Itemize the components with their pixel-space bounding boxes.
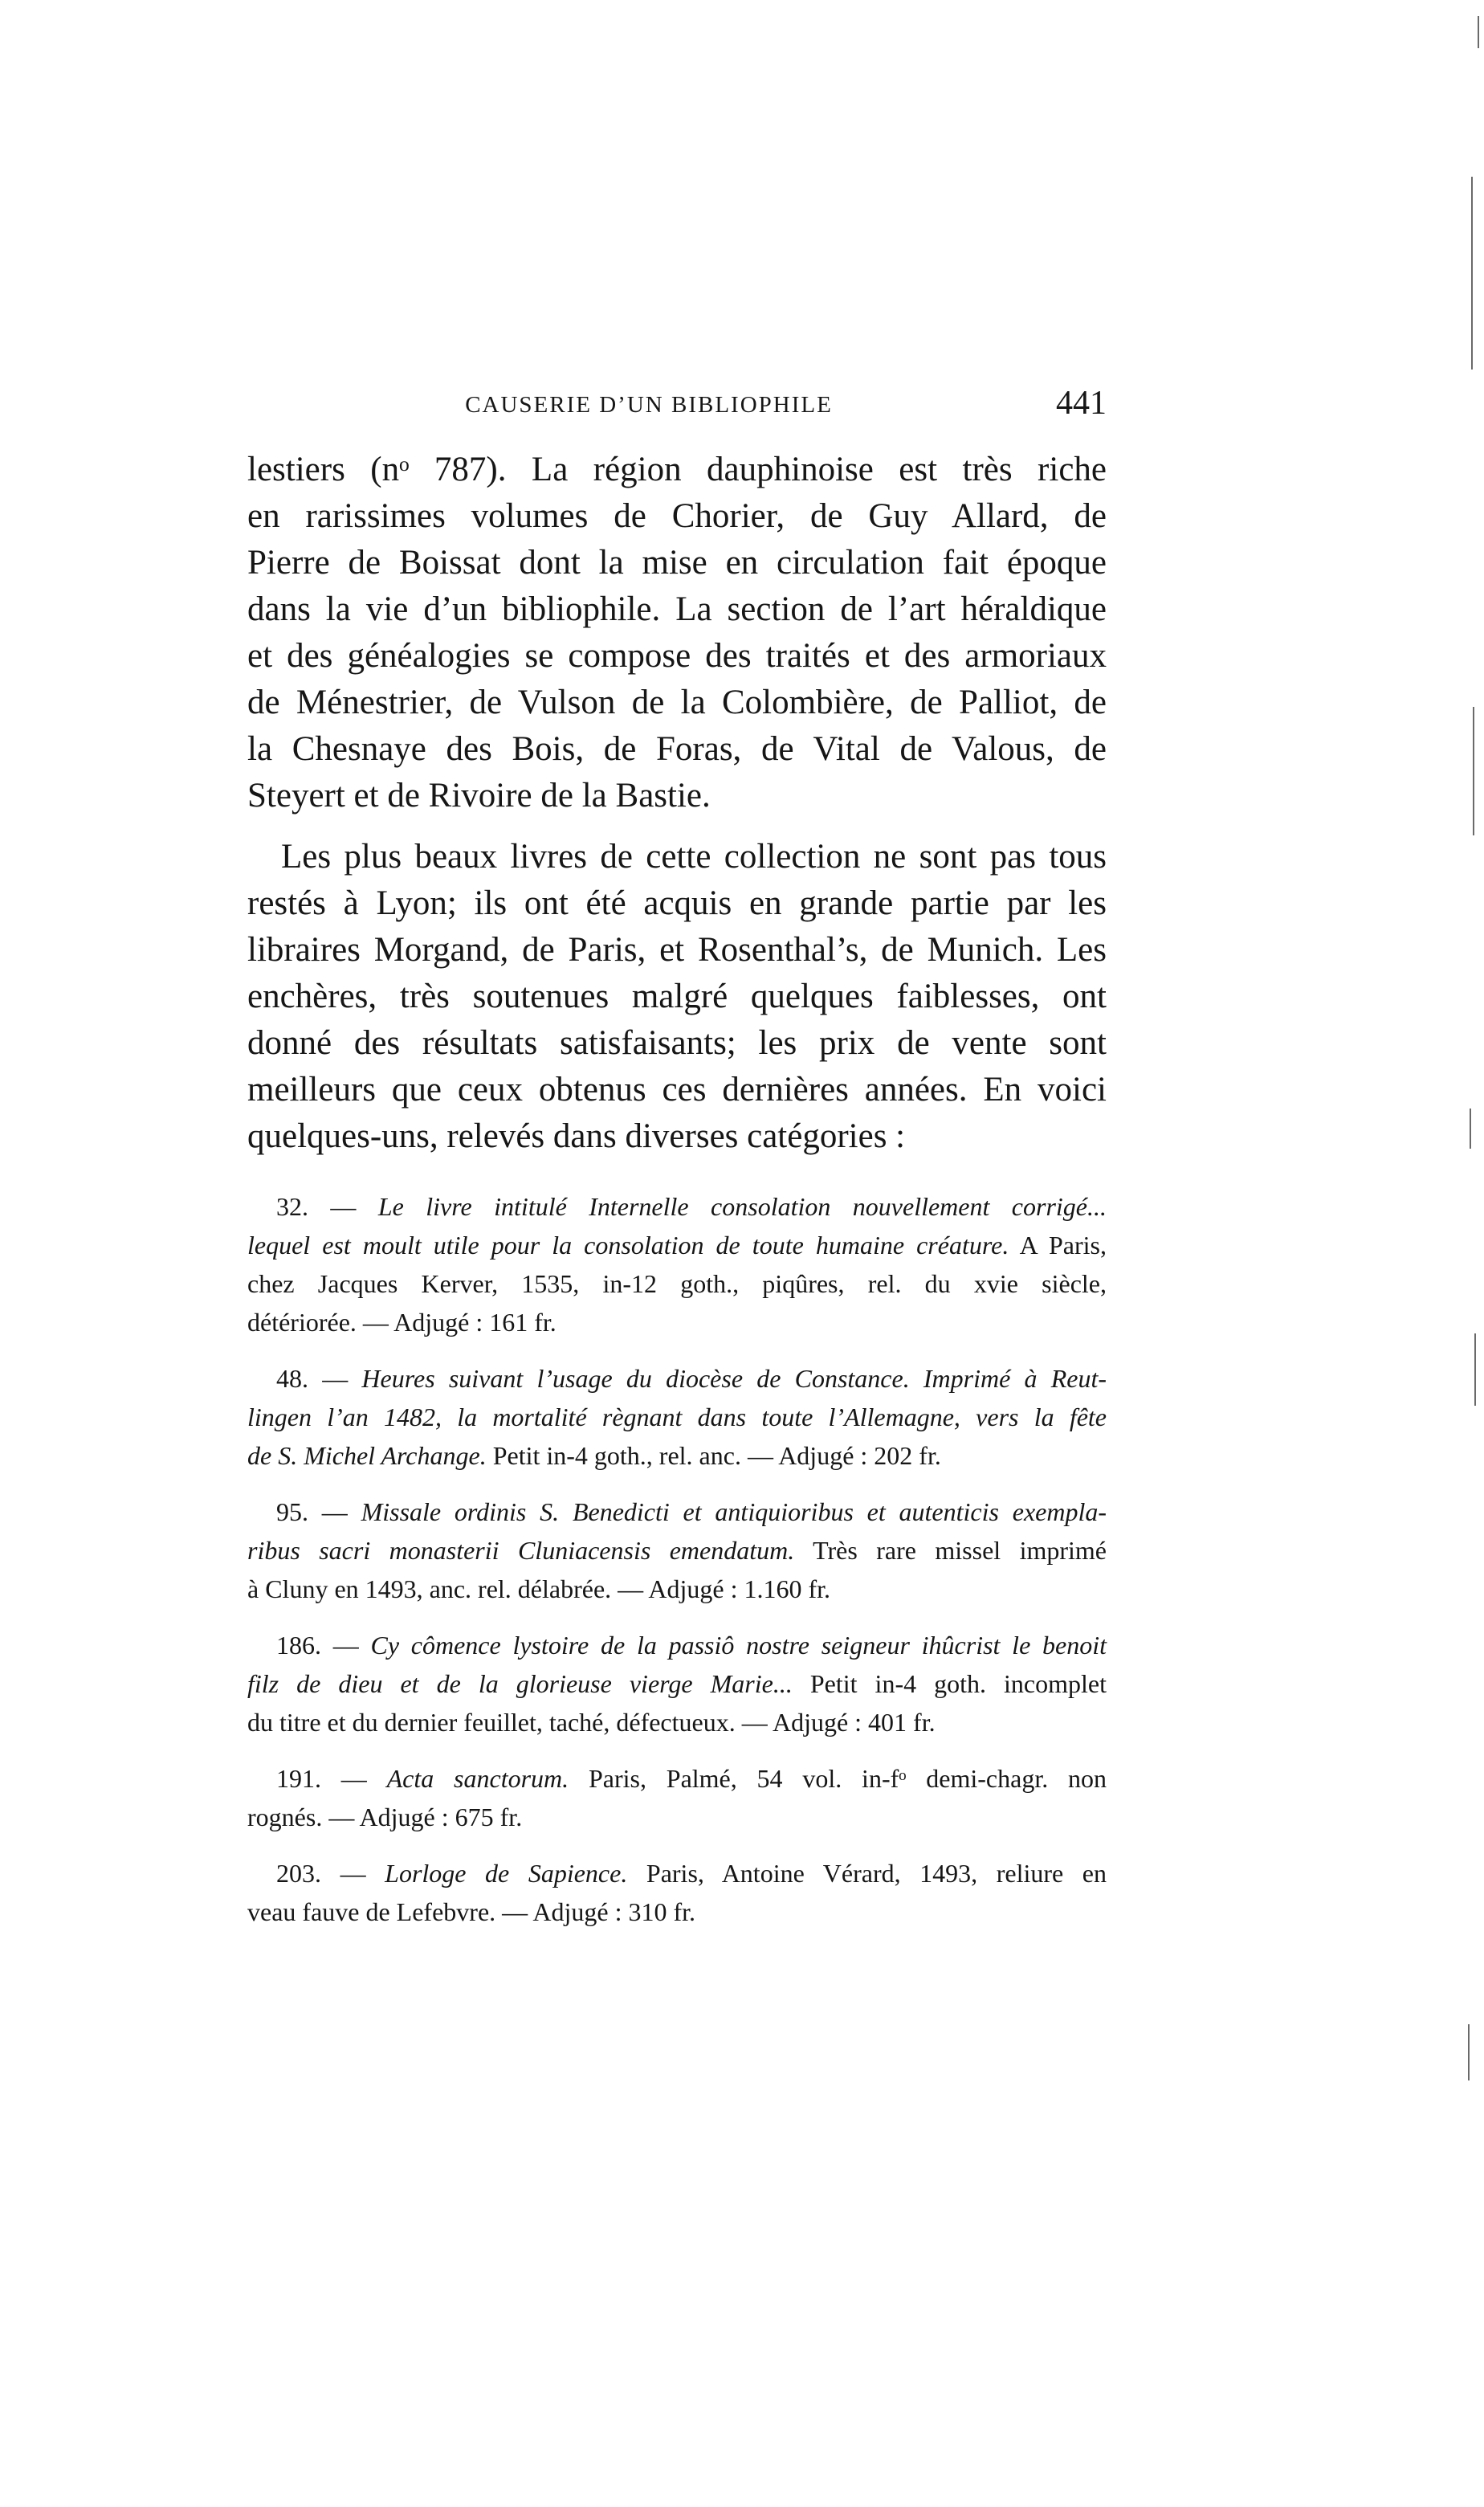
auction-entries — [247, 1187, 1107, 1949]
body-line: quelques-uns, relevés dans diverses catégories : — [247, 1117, 906, 1155]
auction-entry — [247, 1359, 1107, 1475]
body-line: Steyert et de Rivoire de la Bastie. — [247, 777, 711, 815]
body-line: et des généalogies se compose des traités et des armoriaux — [247, 637, 1107, 675]
entry-title: lequel est moult utile pour la consolation de toute humaine créature. — [247, 1231, 1009, 1260]
entry-title: filz de dieu et de la glorieuse vierge Marie... — [247, 1669, 793, 1698]
body-line: lestiers (nᵒ 787). La région dauphinoise est très riche — [247, 451, 1107, 488]
entry-text: Paris, Antoine Vérard, 1493, reliure en — [627, 1859, 1107, 1888]
entry-text: chez Jacques Kerver, 1535, in-12 goth., piqûres, rel. du xvie siècle, — [247, 1269, 1107, 1298]
entry-price: rognés. — Adjugé : 675 fr. — [247, 1803, 523, 1831]
entry-text: A Paris, — [1009, 1231, 1107, 1260]
auction-entry — [247, 1492, 1107, 1608]
auction-entry — [247, 1626, 1107, 1741]
page-number: 441 — [1056, 385, 1107, 422]
entry-title: Lorloge de Sapience. — [385, 1859, 628, 1888]
entry-number: 48. — — [276, 1364, 362, 1393]
scan-edge-artifacts — [1436, 0, 1484, 2507]
running-head — [247, 385, 1107, 429]
body-line: la Chesnaye des Bois, de Foras, de Vital de Valous, de — [247, 730, 1107, 768]
running-title: CAUSERIE D’UN BIBLIOPHILE — [465, 392, 833, 418]
auction-entry — [247, 1759, 1107, 1836]
entry-title: Heures suivant l’usage du diocèse de Constance. Imprimé à Reut- — [361, 1364, 1107, 1393]
entry-number: 191. — — [276, 1764, 387, 1793]
entry-number: 186. — — [276, 1631, 371, 1660]
body-line: enchères, très soutenues malgré quelques faiblesses, ont — [247, 978, 1107, 1015]
body-line: donné des résultats satisfaisants; les prix de vente sont — [247, 1024, 1107, 1062]
entry-price: du titre et du dernier feuillet, taché, défectueux. — Adjugé : 401 fr. — [247, 1708, 936, 1737]
body-line: dans la vie d’un bibliophile. La section de l’art héraldique — [247, 590, 1107, 628]
body-line: de Ménestrier, de Vulson de la Colombière, de Palliot, de — [247, 684, 1107, 721]
entry-text: Paris, Palmé, 54 vol. in-fᵒ demi-chagr. non — [569, 1764, 1107, 1793]
entry-title: lingen l’an 1482, la mortalité règnant dans toute l’Allemagne, vers la fête — [247, 1403, 1107, 1431]
entry-number: 95. — — [276, 1497, 361, 1526]
body-line: Les plus beaux livres de cette collection ne sont pas tous — [281, 838, 1107, 876]
body-line: libraires Morgand, de Paris, et Rosenthal’s, de Munich. Les — [247, 931, 1107, 969]
body-line: Pierre de Boissat dont la mise en circulation fait époque — [247, 544, 1107, 582]
entry-title: Le livre intitulé Internelle consolation nouvellement corrigé... — [377, 1192, 1107, 1221]
entry-number: 32. — — [276, 1192, 378, 1221]
entry-price: veau fauve de Lefebvre. — Adjugé : 310 fr. — [247, 1897, 696, 1926]
entry-title: Acta sanctorum. — [386, 1764, 569, 1793]
body-line: restés à Lyon; ils ont été acquis en grande partie par les — [247, 884, 1107, 922]
entry-number: 203. — — [276, 1859, 385, 1888]
body-line: en rarissimes volumes de Chorier, de Guy Allard, de — [247, 497, 1107, 535]
entry-text: Petit in-4 goth. incomplet — [792, 1669, 1107, 1698]
auction-entry — [247, 1187, 1107, 1341]
entry-title: de S. Michel Archange. — [247, 1441, 487, 1470]
auction-entry — [247, 1854, 1107, 1931]
body-text — [247, 447, 1107, 1160]
body-line: meilleurs que ceux obtenus ces dernières années. En voici — [247, 1071, 1107, 1109]
entry-title: Cy cômence lystoire de la passiô nostre seigneur ihûcrist le benoit — [370, 1631, 1107, 1660]
entry-title: Missale ordinis S. Benedicti et antiquioribus et autenticis exempla- — [361, 1497, 1107, 1526]
entry-title: ribus sacri monasterii Cluniacensis emendatum. — [247, 1536, 795, 1565]
entry-text: Très rare missel imprimé — [794, 1536, 1107, 1565]
entry-price: Petit in-4 goth., rel. anc. — Adjugé : 202 fr. — [486, 1441, 941, 1470]
entry-price: détériorée. — Adjugé : 161 fr. — [247, 1308, 556, 1337]
entry-price: à Cluny en 1493, anc. rel. délabrée. — Adjugé : 1.160 fr. — [247, 1574, 831, 1603]
